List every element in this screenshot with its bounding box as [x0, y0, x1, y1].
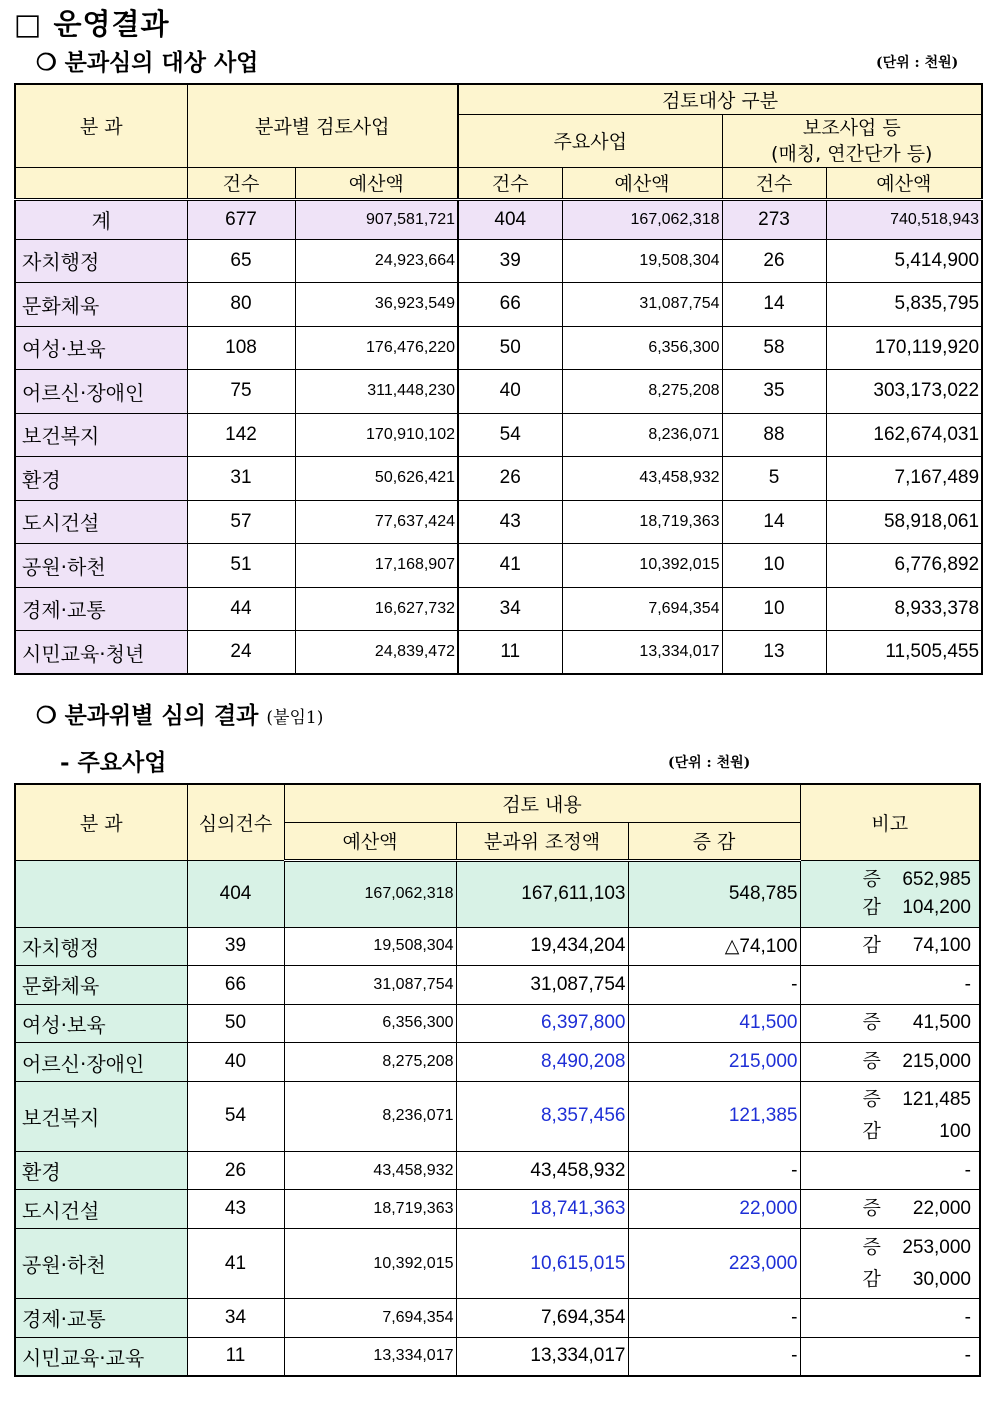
remark-key: 증	[862, 1198, 881, 1220]
division-label: 자치행정	[15, 927, 187, 966]
table-row	[15, 631, 982, 675]
aux-count: 14	[722, 283, 826, 327]
division-label: 보건복지	[15, 413, 187, 457]
main-budget: 8,275,208	[562, 370, 722, 414]
division-count: 31	[187, 457, 295, 501]
adjusted-amount: 7,694,354	[456, 1299, 628, 1338]
remark-cell	[800, 966, 980, 1005]
review-count: 34	[187, 1299, 284, 1338]
header-budget: 예산액	[295, 167, 458, 199]
main-budget: 18,719,363	[562, 500, 722, 544]
division-label: 여성·보육	[15, 1004, 187, 1043]
remark-value: 22,000	[912, 1198, 971, 1220]
table-row	[15, 1081, 980, 1151]
adjusted-amount: 18,741,363	[456, 1190, 628, 1229]
division-label: 공원·하천	[15, 544, 187, 588]
header-main-projects: 주요사업	[458, 114, 722, 167]
review-count: 43	[187, 1190, 284, 1229]
remark-line	[803, 866, 978, 894]
division-label: 도시건설	[15, 1190, 187, 1229]
t2-header-change: 증 감	[628, 822, 800, 860]
t2-header-adjusted: 분과위 조정액	[456, 822, 628, 860]
remark-value: 104,200	[902, 896, 971, 918]
header-aux-projects	[722, 114, 982, 167]
division-count: 51	[187, 544, 295, 588]
remark-line	[803, 1155, 978, 1187]
division-label: 경제·교통	[15, 587, 187, 631]
main-count: 11	[458, 631, 562, 675]
adjusted-amount: 19,434,204	[456, 927, 628, 966]
division-label: 어르신·장애인	[15, 370, 187, 414]
remark-key: 증	[862, 1051, 881, 1073]
t2-total-budget: 167,062,318	[284, 860, 456, 927]
division-label: 문화체육	[15, 966, 187, 1005]
division-label: 시민교육·교육	[15, 1337, 187, 1376]
remark-value: -	[964, 1159, 971, 1181]
header-aux-note: (매칭, 연간단가 등)	[771, 142, 933, 165]
change-amount: 121,385	[628, 1081, 800, 1151]
table-row	[15, 1299, 980, 1338]
table-row	[15, 500, 982, 544]
change-amount: △74,100	[628, 927, 800, 966]
division-count: 142	[187, 413, 295, 457]
table-row	[15, 326, 982, 370]
aux-count: 5	[722, 457, 826, 501]
division-budget: 77,637,424	[295, 500, 458, 544]
table-row	[15, 1337, 980, 1376]
remark-line	[803, 1116, 978, 1148]
aux-budget: 6,776,892	[826, 544, 982, 588]
division-label: 공원·하천	[15, 1229, 187, 1299]
remark-line	[803, 1340, 978, 1372]
budget-amount: 8,236,071	[284, 1081, 456, 1151]
table-row	[15, 1004, 980, 1043]
remark-cell	[800, 927, 980, 966]
aux-budget: 5,414,900	[826, 239, 982, 283]
division-count: 65	[187, 239, 295, 283]
remark-key: 증	[862, 868, 881, 890]
remark-cell	[800, 1190, 980, 1229]
main-count: 39	[458, 239, 562, 283]
remark-key: 증	[862, 1012, 881, 1034]
review-count: 54	[187, 1081, 284, 1151]
t2-header-count: 심의건수	[187, 784, 284, 860]
remark-cell	[800, 1337, 980, 1376]
review-count: 50	[187, 1004, 284, 1043]
header-count: 건수	[187, 167, 295, 199]
remark-value: 652,985	[902, 868, 971, 890]
table-row	[15, 239, 982, 283]
division-label: 어르신·장애인	[15, 1043, 187, 1082]
table-row	[15, 587, 982, 631]
t2-header-remark: 비고	[800, 784, 980, 860]
aux-count: 26	[722, 239, 826, 283]
aux-count: 10	[722, 587, 826, 631]
remark-key: 증	[862, 1089, 881, 1111]
remark-line	[803, 1232, 978, 1264]
header-division: 분 과	[15, 84, 187, 167]
aux-count: 58	[722, 326, 826, 370]
division-budget: 176,476,220	[295, 326, 458, 370]
remark-line	[803, 930, 978, 962]
remark-key: 감	[862, 896, 881, 918]
remark-line	[803, 1193, 978, 1225]
aux-budget: 7,167,489	[826, 457, 982, 501]
division-label: 시민교육·청년	[15, 631, 187, 675]
main-count: 66	[458, 283, 562, 327]
division-count: 57	[187, 500, 295, 544]
division-label: 보건복지	[15, 1081, 187, 1151]
header-aux-title: 보조사업 등	[802, 116, 901, 139]
table1-total-row	[15, 199, 982, 239]
t2-header-review: 검토 내용	[284, 784, 800, 822]
division-budget: 50,626,421	[295, 457, 458, 501]
budget-amount: 10,392,015	[284, 1229, 456, 1299]
table2-total-row	[15, 860, 980, 927]
section-title: □ 운영결과	[14, 7, 170, 41]
main-count: 43	[458, 500, 562, 544]
table-row	[15, 1151, 980, 1190]
main-budget: 43,458,932	[562, 457, 722, 501]
budget-amount: 13,334,017	[284, 1337, 456, 1376]
adjusted-amount: 6,397,800	[456, 1004, 628, 1043]
remark-line	[803, 1302, 978, 1334]
remark-cell	[800, 1043, 980, 1082]
table-row	[15, 283, 982, 327]
remark-cell	[800, 1299, 980, 1338]
aux-count: 13	[722, 631, 826, 675]
division-budget: 16,627,732	[295, 587, 458, 631]
budget-amount: 18,719,363	[284, 1190, 456, 1229]
aux-budget: 11,505,455	[826, 631, 982, 675]
division-budget: 24,923,664	[295, 239, 458, 283]
total-label: 계	[15, 199, 187, 239]
total-main-budget: 167,062,318	[562, 199, 722, 239]
aux-budget: 162,674,031	[826, 413, 982, 457]
table-row	[15, 966, 980, 1005]
remark-value: 253,000	[902, 1236, 971, 1258]
division-count: 108	[187, 326, 295, 370]
remark-value: 74,100	[912, 935, 971, 957]
remark-line	[803, 1046, 978, 1078]
target-projects-table	[14, 83, 983, 675]
main-budget: 31,087,754	[562, 283, 722, 327]
remark-value: 41,500	[912, 1012, 971, 1034]
total-budget: 907,581,721	[295, 199, 458, 239]
division-count: 80	[187, 283, 295, 327]
division-label: 환경	[15, 1151, 187, 1190]
table-row	[15, 457, 982, 501]
division-count: 75	[187, 370, 295, 414]
subsection2-title-text: ❍ 분과위별 심의 결과	[36, 702, 259, 729]
change-amount: 215,000	[628, 1043, 800, 1082]
table2-unit: (단위 : 천원)	[668, 755, 751, 771]
main-count: 50	[458, 326, 562, 370]
aux-count: 10	[722, 544, 826, 588]
main-budget: 8,236,071	[562, 413, 722, 457]
adjusted-amount: 10,615,015	[456, 1229, 628, 1299]
budget-amount: 43,458,932	[284, 1151, 456, 1190]
remark-cell	[800, 1081, 980, 1151]
remark-key: 감	[862, 935, 881, 957]
review-count: 39	[187, 927, 284, 966]
adjusted-amount: 43,458,932	[456, 1151, 628, 1190]
t2-total-remark	[800, 860, 980, 927]
change-amount: 22,000	[628, 1190, 800, 1229]
remark-line	[803, 969, 978, 1001]
subsection2-note: (붙임1)	[266, 708, 324, 728]
aux-count: 14	[722, 500, 826, 544]
remark-line	[803, 1007, 978, 1039]
adjusted-amount: 31,087,754	[456, 966, 628, 1005]
table-row	[15, 1190, 980, 1229]
change-amount: -	[628, 1151, 800, 1190]
main-budget: 13,334,017	[562, 631, 722, 675]
main-budget: 6,356,300	[562, 326, 722, 370]
review-count: 41	[187, 1229, 284, 1299]
review-count: 40	[187, 1043, 284, 1082]
t2-total-label	[15, 860, 187, 927]
header-review-projects: 분과별 검토사업	[187, 84, 458, 167]
remark-key: 감	[862, 1121, 881, 1143]
adjusted-amount: 13,334,017	[456, 1337, 628, 1376]
t2-total-adjusted: 167,611,103	[456, 860, 628, 927]
division-budget: 24,839,472	[295, 631, 458, 675]
division-budget: 36,923,549	[295, 283, 458, 327]
change-amount: -	[628, 966, 800, 1005]
main-budget: 7,694,354	[562, 587, 722, 631]
remark-cell	[800, 1229, 980, 1299]
header-main-count: 건수	[458, 167, 562, 199]
adjusted-amount: 8,490,208	[456, 1043, 628, 1082]
review-count: 66	[187, 966, 284, 1005]
main-count: 40	[458, 370, 562, 414]
remark-value: 215,000	[902, 1051, 971, 1073]
header-aux-count: 건수	[722, 167, 826, 199]
total-count: 677	[187, 199, 295, 239]
t2-header-budget: 예산액	[284, 822, 456, 860]
aux-count: 88	[722, 413, 826, 457]
total-aux-count: 273	[722, 199, 826, 239]
budget-amount: 6,356,300	[284, 1004, 456, 1043]
table-row	[15, 927, 980, 966]
adjusted-amount: 8,357,456	[456, 1081, 628, 1151]
remark-cell	[800, 1004, 980, 1043]
aux-budget: 58,918,061	[826, 500, 982, 544]
division-count: 44	[187, 587, 295, 631]
change-amount: -	[628, 1337, 800, 1376]
division-label: 자치행정	[15, 239, 187, 283]
aux-count: 35	[722, 370, 826, 414]
division-label: 도시건설	[15, 500, 187, 544]
subsection2-title	[36, 697, 323, 730]
remark-line	[803, 894, 978, 922]
table-row	[15, 1229, 980, 1299]
remark-cell	[800, 1151, 980, 1190]
budget-amount: 7,694,354	[284, 1299, 456, 1338]
header-aux-budget: 예산액	[826, 167, 982, 199]
remark-key: 감	[862, 1268, 881, 1290]
aux-budget: 8,933,378	[826, 587, 982, 631]
main-budget: 19,508,304	[562, 239, 722, 283]
main-count: 41	[458, 544, 562, 588]
total-aux-budget: 740,518,943	[826, 199, 982, 239]
remark-value: -	[964, 973, 971, 995]
review-count: 26	[187, 1151, 284, 1190]
remark-value: 30,000	[912, 1268, 971, 1290]
table-row	[15, 1043, 980, 1082]
main-budget: 10,392,015	[562, 544, 722, 588]
division-count: 24	[187, 631, 295, 675]
total-main-count: 404	[458, 199, 562, 239]
change-amount: 41,500	[628, 1004, 800, 1043]
division-label: 환경	[15, 457, 187, 501]
table-row	[15, 544, 982, 588]
aux-budget: 303,173,022	[826, 370, 982, 414]
change-amount: 223,000	[628, 1229, 800, 1299]
main-count: 26	[458, 457, 562, 501]
review-count: 11	[187, 1337, 284, 1376]
division-budget: 17,168,907	[295, 544, 458, 588]
header-main-budget: 예산액	[562, 167, 722, 199]
remark-value: -	[964, 1345, 971, 1367]
header-target-category: 검토대상 구분	[458, 84, 982, 114]
table1-unit: (단위 : 천원)	[876, 55, 959, 71]
division-label: 경제·교통	[15, 1299, 187, 1338]
t2-total-change: 548,785	[628, 860, 800, 927]
remark-key: 증	[862, 1236, 881, 1258]
t2-header-division: 분 과	[15, 784, 187, 860]
subsection1-title: ❍ 분과심의 대상 사업	[36, 49, 259, 76]
budget-amount: 8,275,208	[284, 1043, 456, 1082]
t2-total-count: 404	[187, 860, 284, 927]
aux-budget: 170,119,920	[826, 326, 982, 370]
remark-value: 121,485	[902, 1089, 971, 1111]
division-label: 여성·보육	[15, 326, 187, 370]
table-row	[15, 413, 982, 457]
change-amount: -	[628, 1299, 800, 1338]
remark-line	[803, 1084, 978, 1116]
remark-value: 100	[939, 1121, 971, 1143]
division-label: 문화체육	[15, 283, 187, 327]
main-projects-subtitle: - 주요사업	[60, 749, 167, 776]
main-count: 54	[458, 413, 562, 457]
table-row	[15, 370, 982, 414]
remark-line	[803, 1264, 978, 1296]
main-count: 34	[458, 587, 562, 631]
budget-amount: 19,508,304	[284, 927, 456, 966]
header-blank	[15, 167, 187, 199]
remark-value: -	[964, 1306, 971, 1328]
budget-amount: 31,087,754	[284, 966, 456, 1005]
review-results-table	[14, 783, 981, 1377]
division-budget: 170,910,102	[295, 413, 458, 457]
division-budget: 311,448,230	[295, 370, 458, 414]
aux-budget: 5,835,795	[826, 283, 982, 327]
